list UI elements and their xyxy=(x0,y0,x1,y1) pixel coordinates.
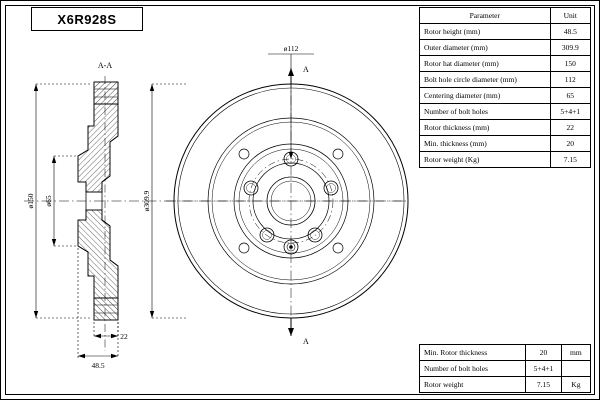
table-row xyxy=(420,40,591,56)
table-row xyxy=(420,24,591,40)
param-value: 7.15 xyxy=(550,152,590,168)
dim-label-outer-diameter-front: ø309.9 xyxy=(142,190,151,212)
header-unit: Unit xyxy=(550,8,590,24)
param-name: Bolt hole circle diameter (mm) xyxy=(420,72,551,88)
section-mark-label-bottom: A xyxy=(303,337,309,346)
table-row xyxy=(420,72,591,88)
param-name: Outer diameter (mm) xyxy=(420,40,551,56)
summary-unit xyxy=(561,361,590,377)
section-view xyxy=(24,61,406,370)
table-row xyxy=(420,152,591,168)
param-name: Rotor height (mm) xyxy=(420,24,551,40)
summary-unit: Kg xyxy=(561,377,590,393)
param-value: 5+4+1 xyxy=(550,104,590,120)
dim-label-rotor-height: 48.5 xyxy=(91,361,105,370)
summary-name: Rotor weight xyxy=(420,377,526,393)
part-number-label: X6R928S xyxy=(31,7,143,31)
dim-label-centering-diameter: ø65 xyxy=(44,195,53,207)
table-row xyxy=(420,377,591,393)
param-value: 65 xyxy=(550,88,590,104)
summary-table xyxy=(419,344,591,393)
summary-value: 5+4+1 xyxy=(526,361,562,377)
dim-label-outer-diameter: ø150 xyxy=(26,193,35,209)
summary-name: Number of bolt holes xyxy=(420,361,526,377)
section-mark-label-top: A xyxy=(303,65,309,74)
param-value: 20 xyxy=(550,136,590,152)
table-row xyxy=(420,345,591,361)
table-row xyxy=(420,120,591,136)
param-name: Rotor hat diameter (mm) xyxy=(420,56,551,72)
table-row xyxy=(420,136,591,152)
summary-value: 7.15 xyxy=(526,377,562,393)
technical-drawing xyxy=(6,6,418,396)
drawing-svg xyxy=(6,6,418,396)
param-name: Min. thickness (mm) xyxy=(420,136,551,152)
table-header-row xyxy=(420,8,591,24)
param-name: Rotor weight (Kg) xyxy=(420,152,551,168)
param-name: Centering diameter (mm) xyxy=(420,88,551,104)
header-parameter: Parameter xyxy=(420,8,551,24)
param-value: 22 xyxy=(550,120,590,136)
section-title: A-A xyxy=(97,61,113,70)
dim-thickness xyxy=(94,322,118,338)
param-name: Rotor thickness (mm) xyxy=(420,120,551,136)
table-row xyxy=(420,361,591,377)
param-name: Number of bolt holes xyxy=(420,104,551,120)
table-row xyxy=(420,104,591,120)
dim-label-thickness: 22 xyxy=(120,332,128,341)
param-value: 48.5 xyxy=(550,24,590,40)
summary-unit: mm xyxy=(561,345,590,361)
summary-name: Min. Rotor thickness xyxy=(420,345,526,361)
param-value: 150 xyxy=(550,56,590,72)
dim-label-bolt-circle: ø112 xyxy=(283,44,299,53)
param-value: 309.9 xyxy=(550,40,590,56)
summary-value: 20 xyxy=(526,345,562,361)
parameter-table xyxy=(419,7,591,168)
front-view xyxy=(142,44,408,346)
param-value: 112 xyxy=(550,72,590,88)
section-mark-bottom xyxy=(288,318,294,336)
table-row xyxy=(420,88,591,104)
section-mark-top xyxy=(288,68,294,84)
table-row xyxy=(420,56,591,72)
